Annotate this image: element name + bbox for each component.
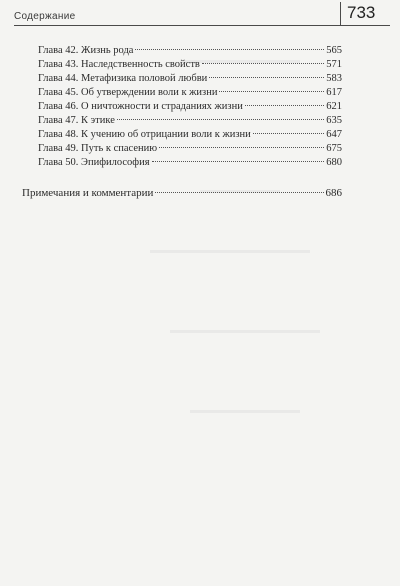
toc-entry-chapter-43[interactable] — [38, 58, 342, 71]
toc-entry-page: 621 — [326, 101, 342, 112]
toc-entry-page: 686 — [325, 187, 342, 199]
toc-entry-title: Глава 43. Наследственность свойств — [38, 59, 200, 70]
toc-entry-title: Глава 47. К этике — [38, 115, 115, 126]
toc-entry-title: Глава 42. Жизнь рода — [38, 45, 134, 56]
show-through-mark — [170, 330, 320, 333]
toc-entry-chapter-50[interactable] — [38, 156, 342, 169]
dot-leader — [253, 133, 325, 134]
toc-entry-chapter-45[interactable] — [38, 86, 342, 99]
header-rule — [14, 25, 340, 26]
toc-entry-title: Глава 44. Метафизика половой любви — [38, 73, 208, 84]
toc-entry-chapter-42[interactable] — [38, 44, 342, 57]
toc-entry-page: 583 — [326, 73, 342, 84]
page-header — [0, 0, 400, 30]
section-title: Содержание — [14, 11, 76, 22]
page-number-box — [340, 2, 390, 26]
dot-leader — [209, 77, 324, 78]
toc-entry-page: 680 — [326, 157, 342, 168]
toc-entry-chapter-46[interactable] — [38, 100, 342, 113]
dot-leader — [219, 91, 324, 92]
dot-leader — [202, 63, 324, 64]
dot-leader — [245, 105, 324, 106]
dot-leader — [155, 192, 323, 193]
dot-leader — [117, 119, 324, 120]
toc-entry-page: 565 — [326, 45, 342, 56]
show-through-mark — [190, 410, 300, 413]
toc-entry-chapter-49[interactable] — [38, 142, 342, 155]
toc-entry-title: Глава 48. К учению об отрицании воли к жизни — [38, 129, 251, 140]
toc-entry-title: Глава 49. Путь к спасению — [38, 143, 158, 154]
dot-leader — [152, 161, 325, 162]
toc-entry-page: 675 — [326, 143, 342, 154]
toc-entry-title: Примечания и комментарии — [22, 187, 154, 199]
toc-entry-title: Глава 46. О ничтожности и страданиях жизни — [38, 101, 243, 112]
toc-entry-chapter-48[interactable] — [38, 128, 342, 141]
toc-entry-chapter-44[interactable] — [38, 72, 342, 85]
toc-entry-page: 571 — [326, 59, 342, 70]
dot-leader — [159, 147, 324, 148]
toc-entry-page: 617 — [326, 87, 342, 98]
page-number: 733 — [347, 3, 376, 22]
toc-entry-notes[interactable] — [22, 187, 342, 200]
show-through-mark — [150, 250, 310, 253]
toc-entry-page: 635 — [326, 115, 342, 126]
toc-entry-title: Глава 50. Эпифилософия — [38, 157, 150, 168]
toc-entry-page: 647 — [326, 129, 342, 140]
dot-leader — [135, 49, 324, 50]
toc-entry-chapter-47[interactable] — [38, 114, 342, 127]
toc-entry-title: Глава 45. Об утверждении воли к жизни — [38, 87, 218, 98]
